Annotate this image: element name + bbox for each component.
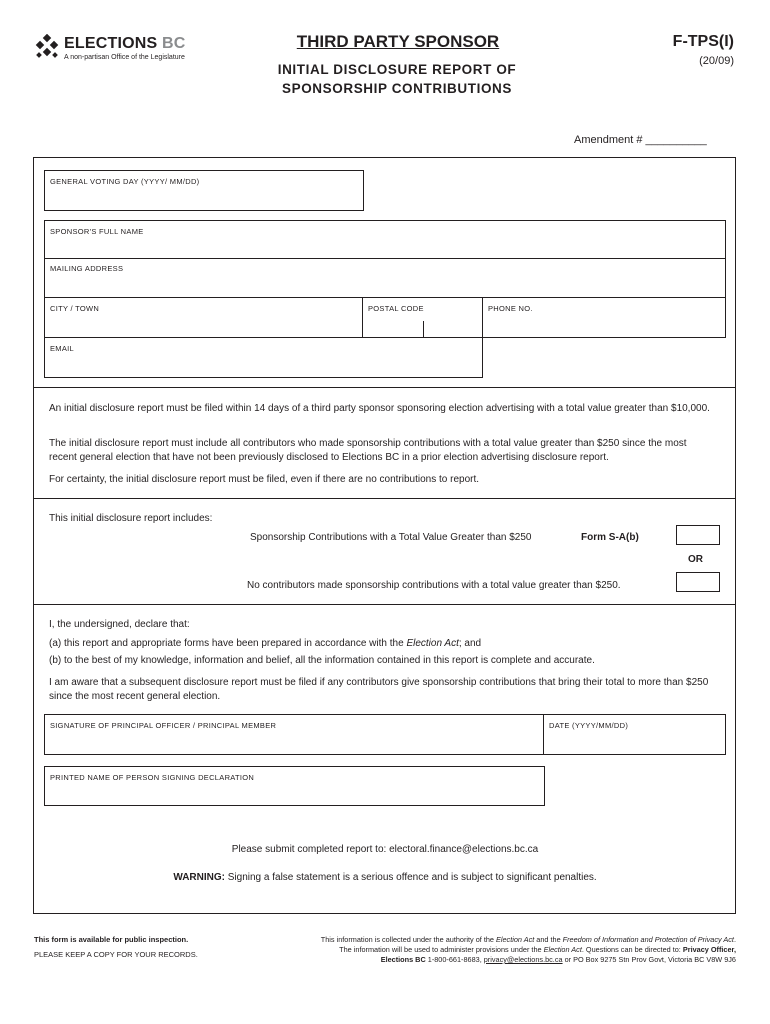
footer-privacy-notice <box>230 935 736 965</box>
email-label: EMAIL <box>50 344 75 353</box>
privacy-line1-c: and the <box>534 935 563 944</box>
form-revision-date: (20/09) <box>699 55 734 67</box>
privacy-line2-a: The information will be used to administer provisions under the <box>339 945 544 954</box>
postal-code-label: POSTAL CODE <box>368 304 424 313</box>
privacy-line2-c: . Questions can be directed to: <box>581 945 683 954</box>
sponsor-full-name-label: SPONSOR'S FULL NAME <box>50 227 144 236</box>
footer-privacy-line1 <box>230 935 736 945</box>
elections-bc-logo-icon <box>34 34 62 62</box>
instruction-paragraph-3: For certainty, the initial disclosure report must be filed, even if there are no contributions to report. <box>49 474 480 485</box>
option-no-contributors-label: No contributors made sponsorship contributions with a total value greater than $250. <box>247 580 621 591</box>
option-contributions-checkbox[interactable] <box>676 525 720 545</box>
date-label: DATE (YYYY/MM/DD) <box>549 721 629 730</box>
includes-heading: This initial disclosure report includes: <box>49 513 213 524</box>
phone-number-label: PHONE NO. <box>488 304 533 313</box>
declaration-item-b: (b) to the best of my knowledge, information and belief, all the information contained in this report is complete and accurate. <box>49 655 595 666</box>
postal-code-field[interactable] <box>362 297 483 338</box>
form-id: F-TPS(I) <box>672 33 734 50</box>
option-contributions-form: Form S-A(b) <box>581 532 639 543</box>
warning-label: WARNING: <box>173 872 225 883</box>
privacy-line2-d: Privacy Officer, <box>682 945 736 954</box>
submit-instructions: Please submit completed report to: electoral.finance@elections.bc.ca <box>231 844 539 855</box>
amendment-number-field[interactable]: Amendment # __________ <box>574 134 707 146</box>
form-subtitle-line2: SPONSORSHIP CONTRIBUTIONS <box>281 81 513 96</box>
or-label: OR <box>688 554 703 565</box>
printed-name-field[interactable] <box>44 766 545 806</box>
declaration-item-a-act: Election Act <box>406 638 459 649</box>
declaration-intro: I, the undersigned, declare that: <box>49 619 190 630</box>
signature-label: SIGNATURE OF PRINCIPAL OFFICER / PRINCIPAL MEMBER <box>50 721 277 730</box>
phone-number-field[interactable] <box>482 297 726 338</box>
sponsor-full-name-field[interactable] <box>44 220 726 259</box>
privacy-line3-a: Elections BC <box>380 955 426 964</box>
instruction-paragraph-1: An initial disclosure report must be filed within 14 days of a third party sponsor sponsoring election advertising with a total value greater than $10,000. <box>49 403 710 414</box>
city-town-label: CITY / TOWN <box>50 304 100 313</box>
city-town-field[interactable] <box>44 297 363 338</box>
privacy-line2-b: Election Act <box>543 945 582 954</box>
declaration-item-a-end: ; and <box>458 638 482 649</box>
privacy-line3-d: or PO Box 9275 Stn Prov Govt, Victoria BC V8W 9J6 <box>562 955 736 964</box>
mailing-address-field[interactable] <box>44 258 726 298</box>
signature-field[interactable] <box>44 714 544 755</box>
option-no-contributors-checkbox[interactable] <box>676 572 720 592</box>
email-field[interactable] <box>44 337 483 378</box>
section-divider <box>33 387 736 388</box>
privacy-line1-d: Freedom of Information and Protection of Privacy Act <box>562 935 734 944</box>
section-divider <box>33 604 736 605</box>
postal-code-separator <box>423 321 424 338</box>
logo-word-bc: BC <box>162 35 186 52</box>
mailing-address-label: MAILING ADDRESS <box>50 264 124 273</box>
declaration-awareness: I am aware that a subsequent disclosure report must be filed if any contributors give sponsorship contributions that bring their total to more than $250 since the most recent general election. <box>49 677 709 702</box>
logo-tagline: A non-partisan Office of the Legislature <box>64 54 185 61</box>
privacy-line1-a: This information is collected under the authority of the <box>320 935 496 944</box>
general-voting-day-field[interactable] <box>44 170 364 211</box>
footer-keep-copy: PLEASE KEEP A COPY FOR YOUR RECORDS. <box>34 950 198 959</box>
footer-public-inspection: This form is available for public inspection. <box>34 935 189 944</box>
privacy-line1-b: Election Act <box>496 935 535 944</box>
form-subtitle <box>250 60 544 98</box>
privacy-email-link[interactable]: privacy@elections.bc.ca <box>483 955 563 964</box>
logo-wordmark <box>64 35 186 53</box>
date-field[interactable] <box>543 714 726 755</box>
form-title: THIRD PARTY SPONSOR <box>296 32 500 51</box>
warning-text <box>0 872 770 883</box>
logo-word-elections: ELECTIONS <box>64 35 158 52</box>
footer-privacy-line2 <box>230 945 736 955</box>
declaration-item-a <box>49 638 481 649</box>
section-divider <box>33 498 736 499</box>
declaration-item-a-text: (a) this report and appropriate forms have been prepared in accordance with the <box>49 638 407 649</box>
printed-name-label: PRINTED NAME OF PERSON SIGNING DECLARATION <box>50 773 255 782</box>
footer-privacy-line3 <box>230 955 736 965</box>
warning-message: Signing a false statement is a serious offence and is subject to significant penalties. <box>224 872 597 883</box>
general-voting-day-label: GENERAL VOTING DAY (YYYY/ MM/DD) <box>50 177 200 186</box>
privacy-line3-b: 1-800-661-8683, <box>425 955 484 964</box>
option-contributions-label: Sponsorship Contributions with a Total Value Greater than $250 <box>250 532 532 543</box>
instruction-paragraph-2: The initial disclosure report must include all contributors who made sponsorship contributions with a total value greater than $250 since the most recent general election that have not been previously disclosed to Elections BC in a prior election advertising disclosure report. <box>49 438 687 463</box>
form-subtitle-line1: INITIAL DISCLOSURE REPORT OF <box>277 62 517 77</box>
privacy-line1-e: . <box>733 935 736 944</box>
